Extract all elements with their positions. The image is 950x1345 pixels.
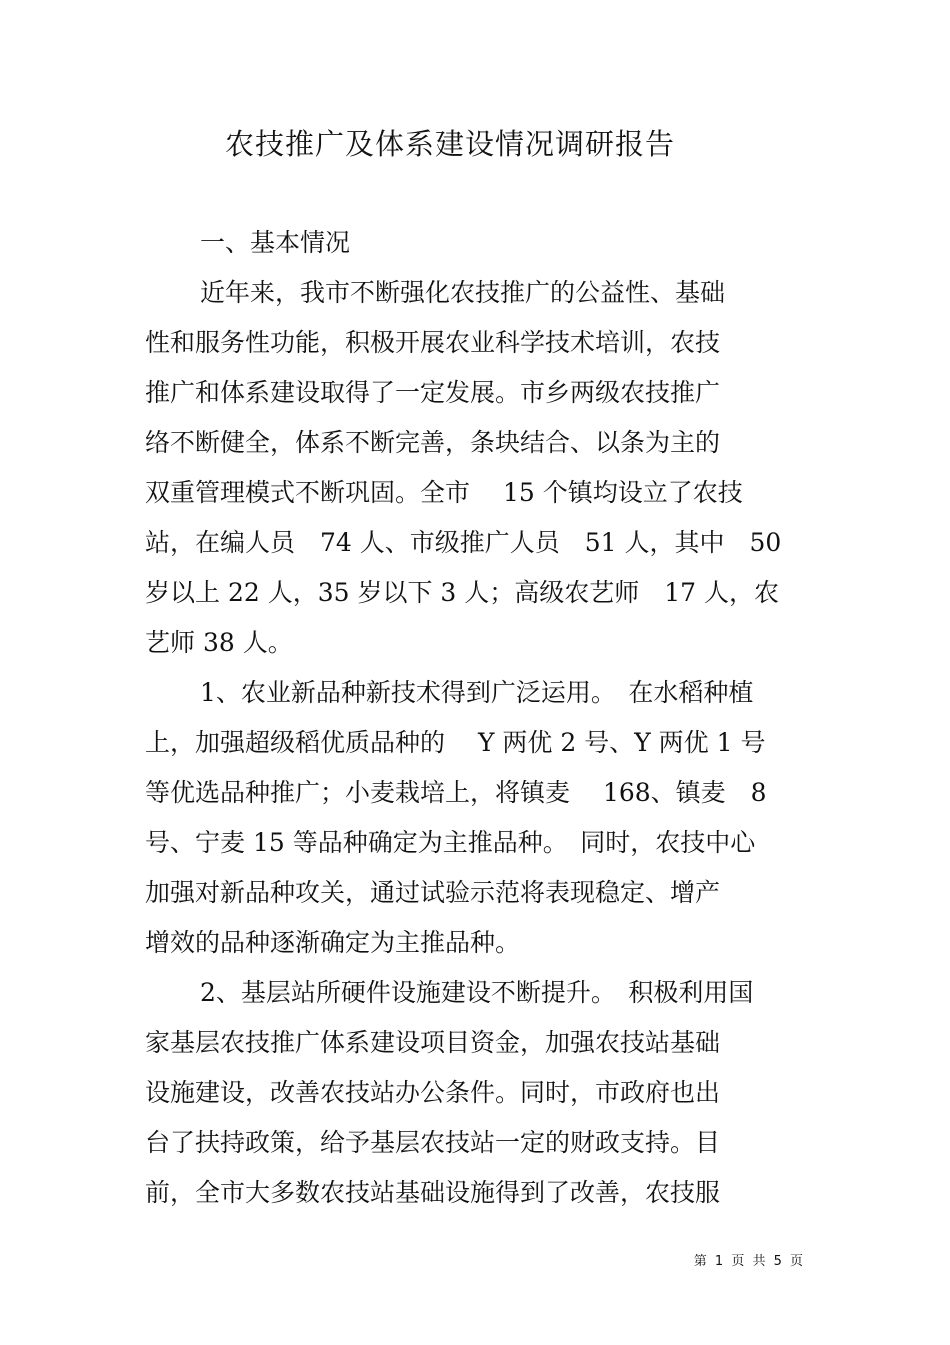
- paragraph-line: 站，在编人员 74 人、市级推广人员 51 人，其中 50: [145, 528, 782, 557]
- paragraph-line: 台了扶持政策，给予基层农技站一定的财政支持。目: [145, 1128, 721, 1157]
- paragraph-line: 等优选品种推广；小麦栽培上，将镇麦 168、镇麦 8: [145, 778, 767, 807]
- paragraph-line: 性和服务性功能，积极开展农业科学技术培训，农技: [145, 328, 721, 357]
- paragraph-line: 设施建设，改善农技站办公条件。同时，市政府也出: [145, 1078, 721, 1107]
- paragraph-line: 加强对新品种攻关，通过试验示范将表现稳定、增产: [145, 878, 721, 907]
- paragraph-line: 2、基层站所硬件设施建设不断提升。 积极利用国: [200, 978, 754, 1007]
- paragraph-line: 1、农业新品种新技术得到广泛运用。 在水稻种植: [200, 678, 754, 707]
- paragraph-line: 络不断健全，体系不断完善，条块结合、以条为主的: [145, 428, 721, 457]
- paragraph-line: 前，全市大多数农技站基础设施得到了改善，农技服: [145, 1178, 721, 1207]
- page-number: 第 1 页 共 5 页: [693, 1254, 805, 1269]
- paragraph-line: 上，加强超级稻优质品种的 Y 两优 2 号、Y 两优 1 号: [145, 728, 766, 757]
- paragraph-line: 号、宁麦 15 等品种确定为主推品种。 同时，农技中心: [145, 828, 756, 857]
- paragraph-line: 增效的品种逐渐确定为主推品种。: [145, 928, 521, 957]
- section-heading: 一、基本情况: [200, 228, 351, 257]
- paragraph-line: 双重管理模式不断巩固。全市 15 个镇均设立了农技: [145, 478, 743, 507]
- paragraph-line: 推广和体系建设取得了一定发展。市乡两级农技推广: [145, 378, 721, 407]
- document-title: 农技推广及体系建设情况调研报告: [224, 127, 675, 161]
- paragraph-line: 家基层农技推广体系建设项目资金，加强农技站基础: [145, 1028, 721, 1057]
- paragraph-line: 近年来，我市不断强化农技推广的公益性、基础: [200, 278, 726, 307]
- paragraph-line: 艺师 38 人。: [145, 628, 293, 657]
- paragraph-line: 岁以上 22 人，35 岁以下 3 人；高级农艺师 17 人，农: [145, 578, 780, 607]
